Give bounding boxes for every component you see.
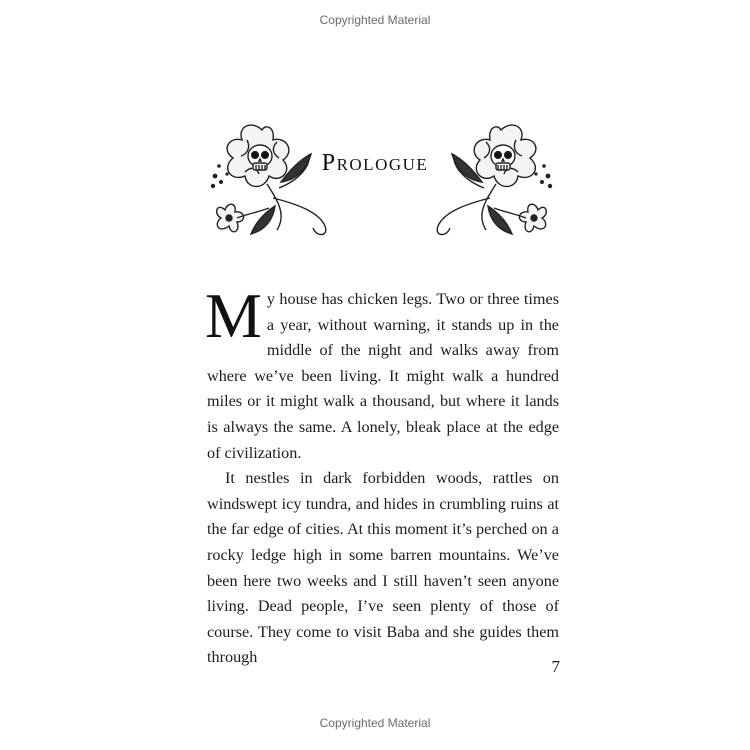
page-number: 7 bbox=[551, 657, 560, 676]
copyright-watermark-top: Copyrighted Material bbox=[319, 13, 431, 27]
prologue-body bbox=[205, 280, 559, 671]
copyright-watermark-bottom: Copyrighted Material bbox=[319, 716, 431, 730]
skull-flower-ornament-icon bbox=[207, 118, 342, 238]
skull-flower-ornament-icon bbox=[421, 118, 556, 238]
paragraph-1 bbox=[205, 280, 559, 466]
paragraph-1-text: y house has chicken legs. Two or three times a year, without warning, it stands up in the middle of the night and walks away from where we’ve been living. It might walk a hundred miles or it might walk a thousand, but where it lands is always the same. A lonely, bleak place at the edge of civilization. bbox=[207, 290, 559, 462]
drop-cap: M bbox=[205, 280, 262, 351]
chapter-title: Prologue bbox=[321, 150, 429, 176]
paragraph-2: It nestles in dark forbidden woods, rattles on windswept icy tundra, and hides in crumbling ruins at the far edge of cities. At this moment it’s perched on a rocky ledge high in some barren mountains. We’ve been here two weeks and I still haven’t seen anyone living. Dead people, I’ve seen plenty of those of course. They come to visit Baba and she guides them through bbox=[207, 469, 559, 667]
